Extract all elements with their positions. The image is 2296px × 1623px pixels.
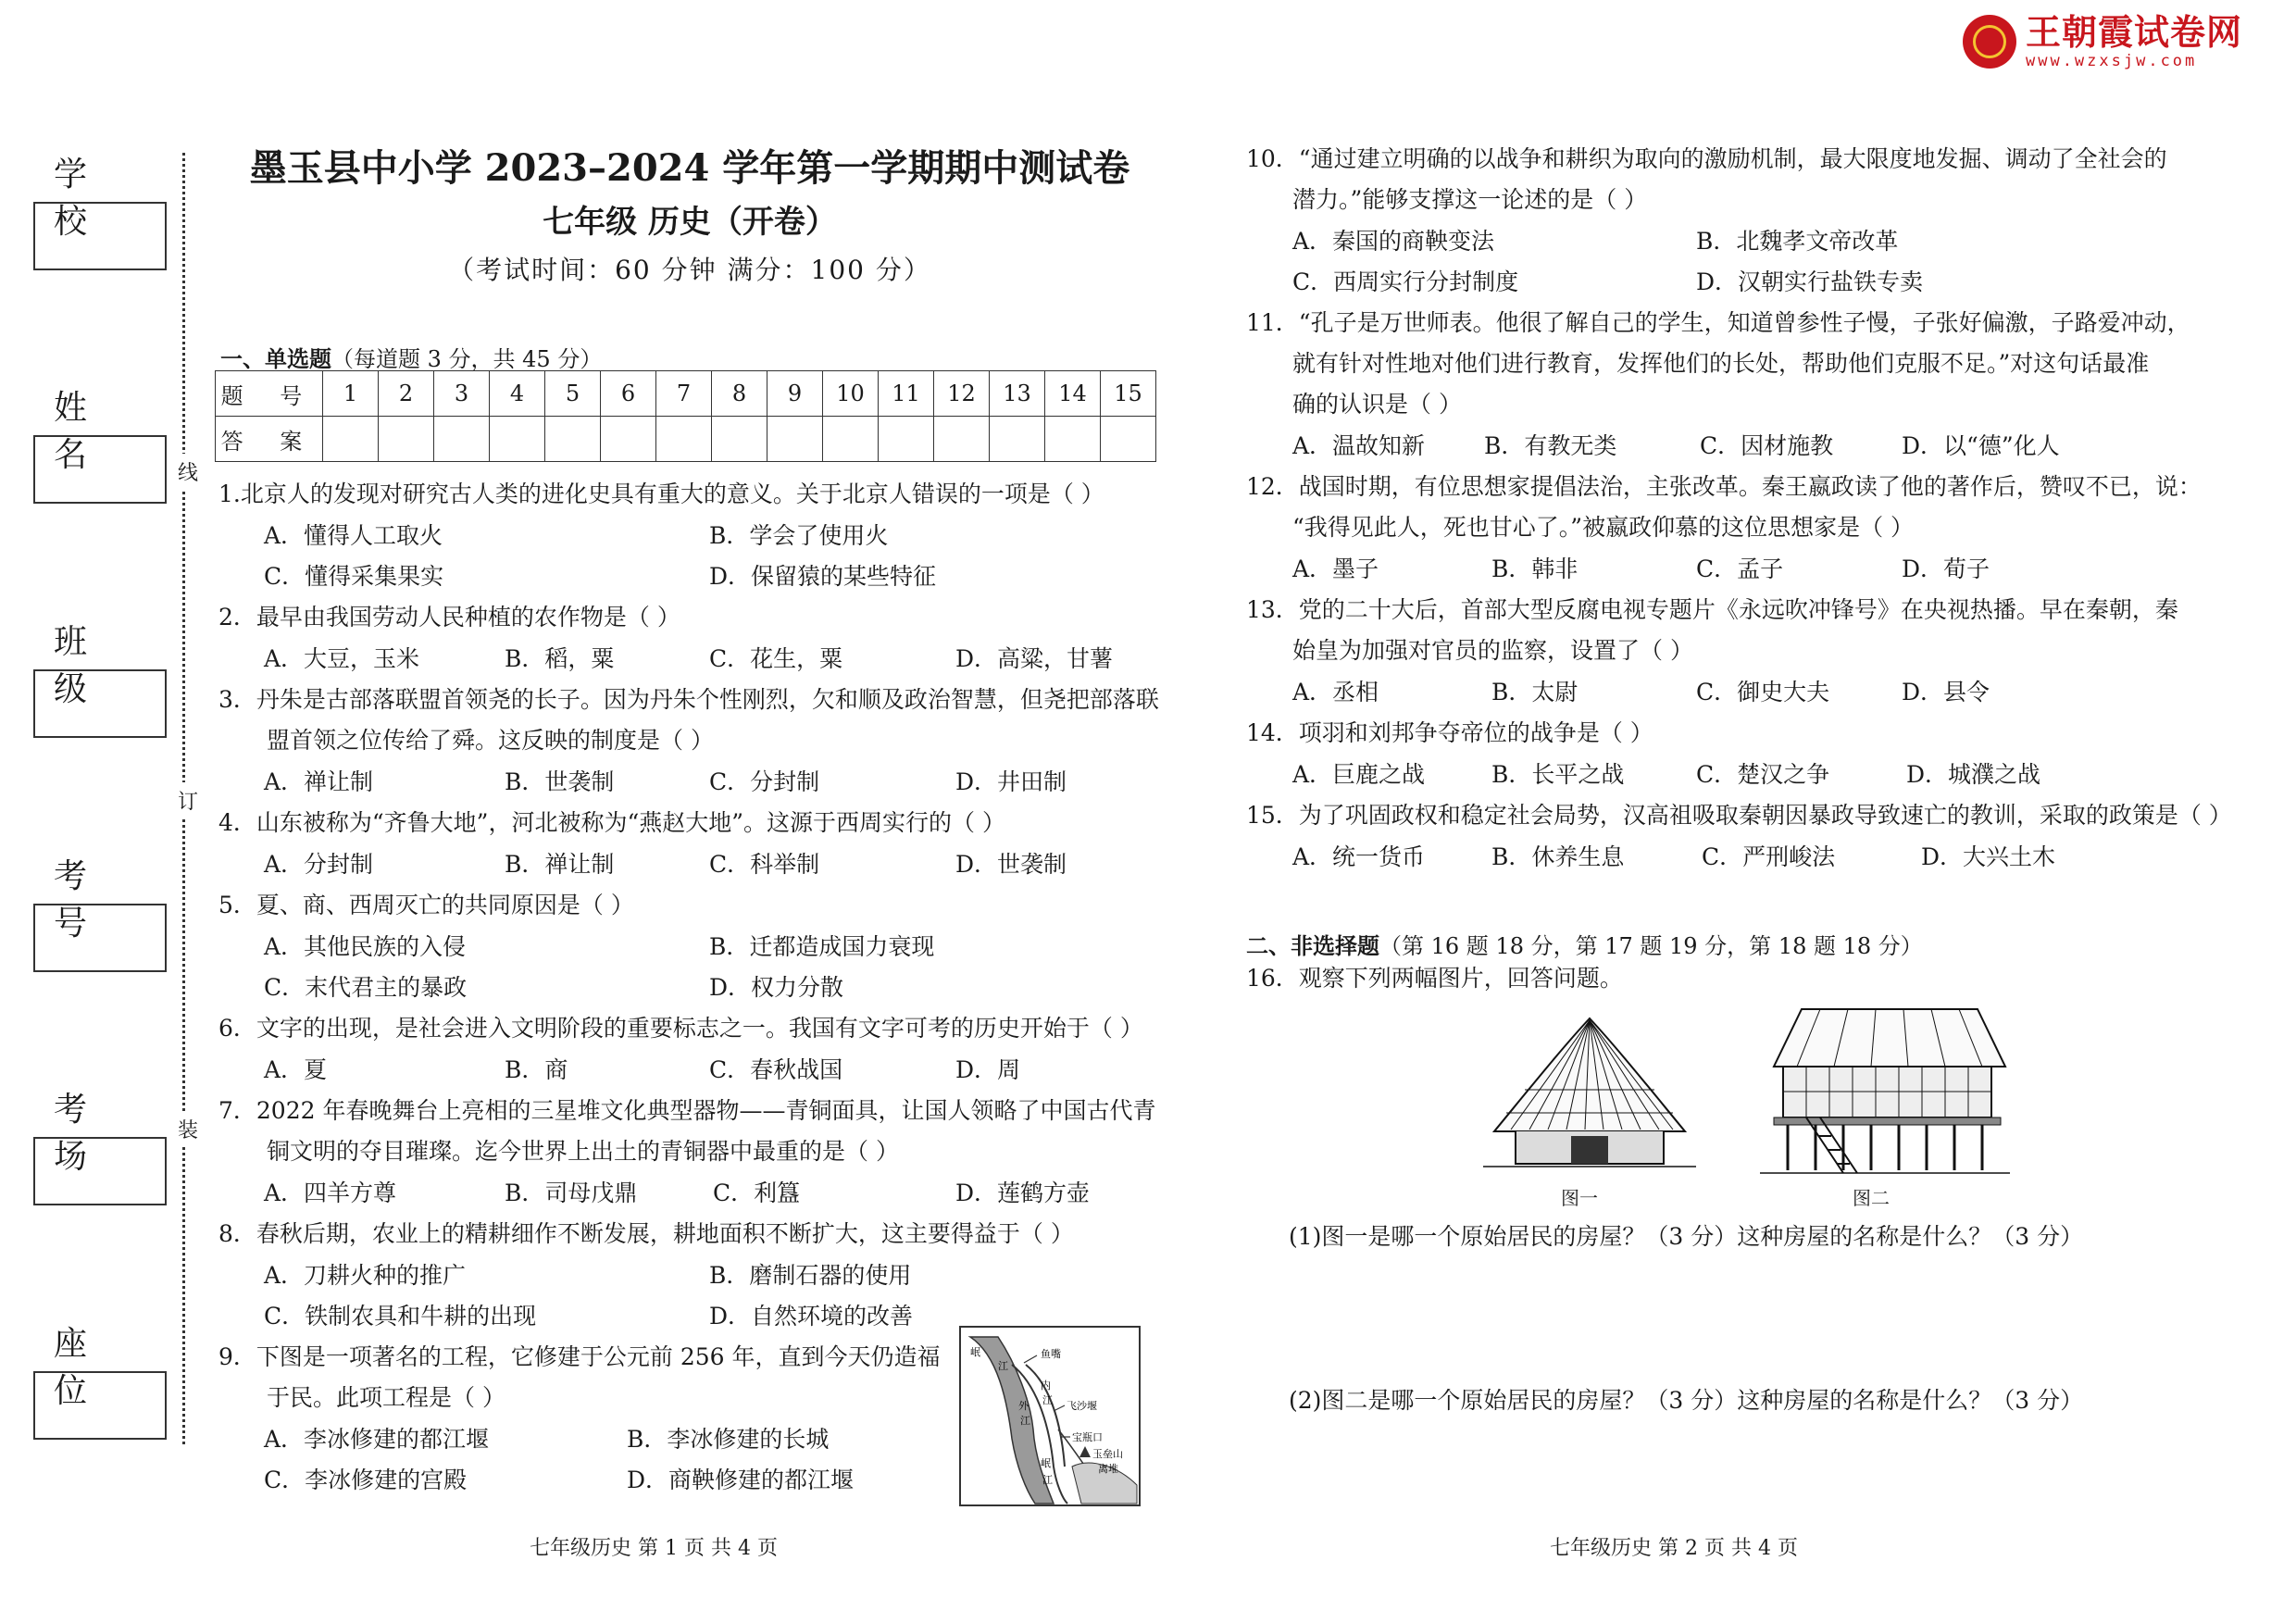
map-label-yuleishan: 玉垒山: [1092, 1448, 1123, 1460]
answer-table: [215, 370, 1156, 462]
watermark-url: www.wzxsjw.com: [2025, 52, 2198, 70]
school-label: 学 校: [54, 156, 108, 241]
q16-stem: 16．观察下列两幅图片，回答问题。: [1246, 965, 1623, 992]
q2-option-b[interactable]: B．稻，粟: [505, 645, 615, 672]
q7-stem-line2: 铜文明的夺目璀璨。迄今世界上出土的青铜器中最重的是（ ）: [267, 1138, 899, 1165]
q5-option-d[interactable]: D．权力分散: [709, 974, 844, 1001]
name-label: 姓 名: [54, 389, 108, 474]
q10-option-b[interactable]: B．北魏孝文帝改革: [1696, 228, 1899, 255]
answer-cell[interactable]: [767, 417, 823, 462]
q13-option-d[interactable]: D．县令: [1902, 679, 1990, 705]
map-label-jiang1: 江: [998, 1360, 1008, 1372]
q5-option-c[interactable]: C．末代君主的暴政: [264, 974, 468, 1001]
dujiangyan-map: [959, 1326, 1141, 1506]
q1-option-d[interactable]: D．保留猿的某些特征: [709, 563, 937, 590]
q11-stem-line2: 就有针对性地对他们进行教育，发挥他们的长处，帮助他们克服不足。”对这句话最准: [1292, 350, 2150, 377]
q12-option-b[interactable]: B．韩非: [1491, 556, 1578, 582]
q15-option-c[interactable]: C．严刑峻法: [1702, 843, 1836, 870]
figure1-drawing: [1474, 1011, 1705, 1178]
class-label: 班 级: [54, 623, 108, 708]
q13-stem-line1: 13．党的二十大后，首部大型反腐电视专题片《永远吹冲锋号》在央视热播。早在秦朝，秦: [1246, 596, 2178, 623]
q3-option-b[interactable]: B．世袭制: [505, 768, 615, 795]
q5-option-a[interactable]: A．其他民族的入侵: [264, 933, 467, 960]
question-number-cell: 12: [934, 371, 990, 417]
exam-subtitle: 七年级 历史（开卷）: [543, 204, 837, 241]
answer-cell[interactable]: [712, 417, 767, 462]
q14-option-b[interactable]: B．长平之战: [1491, 761, 1625, 788]
question-number-cell: 4: [490, 371, 545, 417]
q8-option-b[interactable]: B．磨制石器的使用: [709, 1262, 912, 1289]
map-label-nei: 内: [1041, 1380, 1051, 1392]
q6-option-c[interactable]: C．春秋战国: [709, 1056, 843, 1083]
map-label-yuzui: 鱼嘴: [1041, 1348, 1061, 1360]
q10-option-c[interactable]: C．西周实行分封制度: [1292, 268, 1519, 295]
q9-stem-line2: 于民。此项工程是（ ）: [267, 1384, 505, 1411]
footer-right: 七年级历史 第 2 页 共 4 页: [1550, 1537, 1798, 1560]
q12-option-c[interactable]: C．孟子: [1696, 556, 1784, 582]
exam-title: 墨玉县中小学 2023–2024 学年第一学期期中测试卷: [249, 146, 1130, 190]
q16-subquestion-1: (1)图一是哪一个原始居民的房屋？（3 分）这种房屋的名称是什么？（3 分）: [1289, 1223, 2084, 1250]
question-number-cell: 14: [1045, 371, 1101, 417]
q4-option-d[interactable]: D．世袭制: [955, 851, 1067, 878]
q2-stem: 2．最早由我国劳动人民种植的农作物是（ ）: [218, 604, 680, 630]
school-box[interactable]: [33, 202, 167, 270]
binding-char-xian: 线: [178, 454, 198, 490]
map-label-min1: 岷: [970, 1346, 980, 1358]
q7-stem-line1: 7．2022 年春晚舞台上亮相的三星堆文化典型器物——青铜面具，让国人领略了中国古代青: [218, 1097, 1156, 1124]
answer-cell[interactable]: [934, 417, 990, 462]
answer-cell[interactable]: [434, 417, 490, 462]
question-number-cell: 8: [712, 371, 767, 417]
watermark: [1963, 13, 2242, 70]
answer-cell[interactable]: [1045, 417, 1101, 462]
map-label-wai: 外: [1018, 1400, 1029, 1412]
q11-option-d[interactable]: D．以“德”化人: [1902, 432, 2060, 459]
name-box[interactable]: [33, 435, 167, 504]
seat-box[interactable]: [33, 1371, 167, 1440]
q13-stem-line2: 始皇为加强对官员的监察，设置了（ ）: [1292, 637, 1693, 664]
section2-heading: [1246, 928, 1923, 960]
q4-option-c[interactable]: C．科举制: [709, 851, 820, 878]
map-label-baopingkou: 宝瓶口: [1072, 1431, 1103, 1443]
q14-stem: 14．项羽和刘邦争夺帝位的战争是（ ）: [1246, 719, 1653, 746]
map-label-min2: 岷: [1041, 1457, 1051, 1469]
exam-number-label: 考 号: [54, 857, 108, 943]
question-number-cell: 5: [545, 371, 601, 417]
seat-label: 座 位: [54, 1325, 108, 1410]
answer-cell[interactable]: [379, 417, 434, 462]
answer-cell[interactable]: [879, 417, 934, 462]
question-number-cell: 7: [656, 371, 712, 417]
question-number-cell: 9: [767, 371, 823, 417]
answer-cell[interactable]: [545, 417, 601, 462]
question-number-cell: 1: [323, 371, 379, 417]
question-number-cell: 11: [879, 371, 934, 417]
binding-char-ding: 订: [178, 782, 198, 818]
section2-note: （第 16 题 18 分，第 17 题 19 分，第 18 题 18 分）: [1379, 933, 1923, 959]
exam-info: （考试时间：60 分钟 满分：100 分）: [448, 255, 931, 285]
q15-option-b[interactable]: B．休养生息: [1491, 843, 1625, 870]
question-number-cell: 15: [1101, 371, 1156, 417]
q14-option-a[interactable]: A．巨鹿之战: [1292, 761, 1426, 788]
map-label-jiang2: 江: [1042, 1394, 1053, 1406]
q3-stem-line2: 盟首领之位传给了舜。这反映的制度是（ ）: [267, 727, 714, 754]
section1-note: （每道题 3 分，共 45 分）: [331, 346, 603, 372]
q16-subquestion-2: (2)图二是哪一个原始居民的房屋？（3 分）这种房屋的名称是什么？（3 分）: [1289, 1387, 2084, 1414]
map-label-feishayan: 飞沙堰: [1067, 1400, 1097, 1412]
q7-option-c[interactable]: C．利簋: [713, 1180, 801, 1206]
exam-room-box[interactable]: [33, 1137, 167, 1205]
q13-option-b[interactable]: B．太尉: [1491, 679, 1578, 705]
q3-option-d[interactable]: D．井田制: [955, 768, 1067, 795]
exam-room-label: 考 场: [54, 1091, 108, 1176]
q11-option-a[interactable]: A．温故知新: [1292, 432, 1426, 459]
binding-char-zhuang: 装: [178, 1111, 198, 1147]
question-number-cell: 6: [601, 371, 656, 417]
figure1-caption: 图一: [1561, 1187, 1598, 1209]
answer-cell[interactable]: [990, 417, 1045, 462]
map-label-jiang4: 江: [1042, 1474, 1053, 1486]
q12-option-a[interactable]: A．墨子: [1292, 556, 1379, 582]
q15-option-d[interactable]: D．大兴土木: [1921, 843, 2056, 870]
q5-stem: 5．夏、商、西周灭亡的共同原因是（ ）: [218, 892, 634, 918]
q1-stem: 1.北京人的发现对研究古人类的进化史具有重大的意义。关于北京人错误的一项是（ ）: [218, 481, 1104, 507]
q8-option-a[interactable]: A．刀耕火种的推广: [264, 1262, 467, 1289]
figure2-stilt-house: [1755, 1002, 2015, 1180]
question-number-cell: 13: [990, 371, 1045, 417]
q5-option-b[interactable]: B．迁都造成国力衰现: [709, 933, 935, 960]
q7-option-d[interactable]: D．莲鹤方壶: [955, 1180, 1091, 1206]
question-number-header: 题 号: [216, 371, 323, 417]
q10-option-a[interactable]: A．秦国的商鞅变法: [1292, 228, 1495, 255]
answer-cell[interactable]: [656, 417, 712, 462]
q14-option-d[interactable]: D．城濮之战: [1906, 761, 2041, 788]
q3-option-a[interactable]: A．禅让制: [264, 768, 374, 795]
q13-option-c[interactable]: C．御史大夫: [1696, 679, 1830, 705]
q1-option-a[interactable]: A．懂得人工取火: [264, 522, 443, 549]
q11-stem-line3: 确的认识是（ ）: [1292, 391, 1462, 418]
q8-option-d[interactable]: D．自然环境的改善: [709, 1303, 914, 1330]
q9-option-c[interactable]: C．李冰修建的宫殿: [264, 1467, 468, 1493]
q10-option-d[interactable]: D．汉朝实行盐铁专卖: [1696, 268, 1924, 295]
q10-stem-line2: 潜力。”能够支撑这一论述的是（ ）: [1292, 186, 1648, 213]
answer-cell[interactable]: [323, 417, 379, 462]
q6-option-d[interactable]: D．周: [955, 1056, 1021, 1083]
q9-option-d[interactable]: D．商鞅修建的都江堰: [627, 1467, 855, 1493]
q2-option-a[interactable]: A．大豆，玉米: [264, 645, 420, 672]
dujiangyan-map-drawing: [961, 1328, 1139, 1504]
q9-option-b[interactable]: B．李冰修建的长城: [627, 1426, 830, 1453]
figure1-hut: [1474, 1011, 1705, 1178]
q1-option-c[interactable]: C．懂得采集果实: [264, 563, 444, 590]
q9-stem-line1: 9．下图是一项著名的工程，它修建于公元前 256 年，直到今天仍造福: [218, 1343, 941, 1370]
answer-cell[interactable]: [490, 417, 545, 462]
watermark-name: 王朝霞试卷网: [2025, 12, 2242, 53]
figure2-caption: 图二: [1853, 1187, 1890, 1209]
q6-option-b[interactable]: B．商: [505, 1056, 568, 1083]
answer-cell[interactable]: [823, 417, 879, 462]
answer-table-header-row: [216, 371, 1156, 417]
q13-option-a[interactable]: A．丞相: [1292, 679, 1379, 705]
answer-table-answer-row: [216, 417, 1156, 462]
map-label-lidui: 离堆: [1098, 1463, 1118, 1475]
q2-option-c[interactable]: C．花生，粟: [709, 645, 843, 672]
q12-option-d[interactable]: D．荀子: [1902, 556, 1990, 582]
q15-option-a[interactable]: A．统一货币: [1292, 843, 1426, 870]
answer-cell[interactable]: [601, 417, 656, 462]
map-label-jiang3: 江: [1020, 1415, 1030, 1427]
q6-option-a[interactable]: A．夏: [264, 1056, 328, 1083]
exam-number-box[interactable]: [33, 904, 167, 972]
section1-label: 一、单选题: [220, 345, 331, 372]
q7-option-a[interactable]: A．四羊方尊: [264, 1180, 397, 1206]
q3-stem-line1: 3．丹朱是古部落联盟首领尧的长子。因为丹朱个性刚烈，欠和顺及政治智慧，但尧把部落联: [218, 686, 1159, 713]
q4-stem: 4．山东被称为“齐鲁大地”，河北被称为“燕赵大地”。这源于西周实行的（ ）: [218, 809, 1005, 836]
class-box[interactable]: [33, 669, 167, 738]
q15-stem: 15．为了巩固政权和稳定社会局势，汉高祖吸取秦朝因暴政导致速亡的教训，采取的政策是（ ）: [1246, 802, 2232, 829]
q14-option-c[interactable]: C．楚汉之争: [1696, 761, 1830, 788]
q10-stem-line1: 10．“通过建立明确的以战争和耕织为取向的激励机制，最大限度地发掘、调动了全社会的: [1246, 145, 2167, 172]
q9-option-a[interactable]: A．李冰修建的都江堰: [264, 1426, 490, 1453]
q11-option-b[interactable]: B．有教无类: [1484, 432, 1617, 459]
q8-stem: 8．春秋后期，农业上的精耕细作不断发展，耕地面积不断扩大，这主要得益于（ ）: [218, 1220, 1074, 1247]
seal-icon: [1963, 15, 2016, 69]
answer-cell[interactable]: [1101, 417, 1156, 462]
q1-option-b[interactable]: B．学会了使用火: [709, 522, 889, 549]
question-number-cell: 2: [379, 371, 434, 417]
question-number-cell: 3: [434, 371, 490, 417]
footer-left: 七年级历史 第 1 页 共 4 页: [530, 1537, 778, 1560]
section2-label: 二、非选择题: [1246, 932, 1379, 959]
q4-option-b[interactable]: B．禅让制: [505, 851, 615, 878]
figure2-drawing: [1755, 1002, 2015, 1180]
q3-option-c[interactable]: C．分封制: [709, 768, 820, 795]
q8-option-c[interactable]: C．铁制农具和牛耕的出现: [264, 1303, 537, 1330]
q11-stem-line1: 11．“孔子是万世师表。他很了解自己的学生，知道曾参性子慢，子张好偏激，子路爱冲动，: [1246, 309, 2190, 336]
question-number-cell: 10: [823, 371, 879, 417]
q12-stem-line1: 12．战国时期，有位思想家提倡法治，主张改革。秦王嬴政读了他的著作后，赞叹不已，说：: [1246, 473, 2202, 500]
answer-header: 答 案: [216, 417, 323, 462]
section1-heading: [220, 341, 602, 373]
q6-stem: 6．文字的出现，是社会进入文明阶段的重要标志之一。我国有文字可考的历史开始于（ ）: [218, 1015, 1143, 1042]
q7-option-b[interactable]: B．司母戊鼎: [505, 1180, 638, 1206]
q2-option-d[interactable]: D．高粱，甘薯: [955, 645, 1114, 672]
q11-option-c[interactable]: C．因材施教: [1700, 432, 1834, 459]
q12-stem-line2: “我得见此人，死也甘心了。”被嬴政仰慕的这位思想家是（ ）: [1292, 514, 1915, 541]
q4-option-a[interactable]: A．分封制: [264, 851, 374, 878]
